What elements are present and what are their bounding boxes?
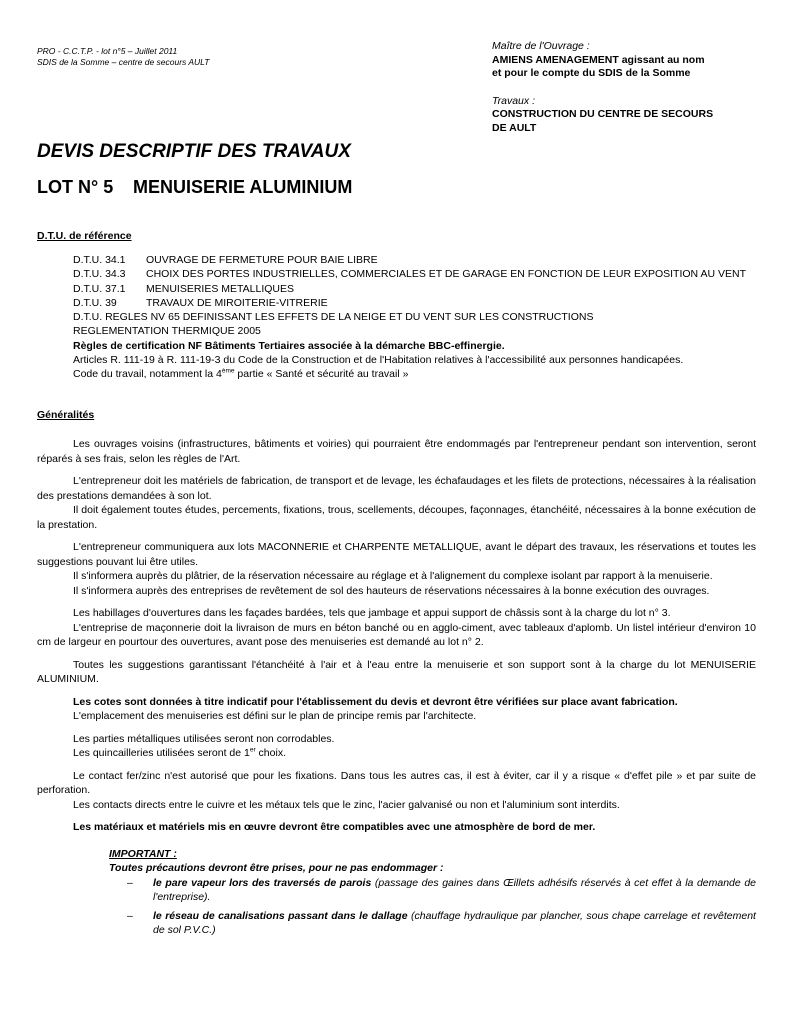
certification-line: Règles de certification NF Bâtiments Tertiaires associée à la démarche BBC-effinergie. <box>73 339 505 352</box>
works-label: Travaux : <box>492 94 535 107</box>
important-heading: IMPORTANT : <box>109 847 177 860</box>
dtu-text: CHOIX DES PORTES INDUSTRIELLES, COMMERCIALES ET DE GARAGE EN FONCTION DE LEUR EXPOSITION AU VENT <box>146 268 746 281</box>
bullet-dash: – <box>127 909 133 922</box>
generalites-heading: Généralités <box>37 409 95 421</box>
dtu-item <box>73 296 763 310</box>
dtu-text: TRAVAUX DE MIROITERIE-VITRERIE <box>146 296 328 309</box>
bullet-text: le réseau de canalisations passant dans le dallage (chauffage hydraulique par plancher, sous chape carrelage et revêtement de sol P.V.C.) <box>153 909 756 936</box>
dtu-code: D.T.U. 34.3 <box>73 268 126 281</box>
paragraph: Le contact fer/zinc n'est autorisé que pour les fixations. Dans tous les autres cas, il est à éviter, car il y a risque « d'effet pile » et par suite de perforation. <box>37 769 756 796</box>
paragraph: Les quincailleries utilisées seront de 1er choix. <box>73 746 286 759</box>
important-bullet <box>127 909 756 938</box>
owner-value: AMIENS AMENAGEMENT agissant au nom <box>492 53 705 66</box>
code-travail-line: Code du travail, notamment la 4ème partie « Santé et sécurité au travail » <box>73 367 409 381</box>
dtu-code: D.T.U. 39 <box>73 296 117 309</box>
paragraph: Les matériaux et matériels mis en œuvre devront être compatibles avec une atmosphère de bord de mer. <box>73 821 596 833</box>
header-owner-block <box>492 40 762 135</box>
paragraph: Les contacts directs entre le cuivre et les métaux tels que le zinc, l'acier galvanisé ou non et l'aluminium sont interdits. <box>73 798 620 811</box>
owner-value: et pour le compte du SDIS de la Somme <box>492 67 691 79</box>
dtu-list <box>73 253 763 382</box>
document-title: DEVIS DESCRIPTIF DES TRAVAUX <box>37 141 351 162</box>
works-value: CONSTRUCTION DU CENTRE DE SECOURS <box>492 108 714 120</box>
works-value: DE AULT <box>492 121 537 134</box>
header-reference-line: SDIS de la Somme – centre de secours AULT <box>37 57 210 67</box>
paragraph: L'entrepreneur doit les matériels de fabrication, de transport et de levage, les échafaudages et les filets de protections, nécessaires à la réalisation des prestations demandées à son lot. <box>37 475 756 502</box>
owner-label: Maître de l'Ouvrage : <box>492 40 590 52</box>
important-bullet <box>127 876 756 905</box>
lot-name: MENUISERIE ALUMINIUM <box>133 177 353 197</box>
paragraph: Les cotes sont données à titre indicatif pour l'établissement du devis et devront être vérifiées sur place avant fabrication. <box>73 695 678 708</box>
dtu-item <box>73 267 763 281</box>
paragraph: Les parties métalliques utilisées seront non corrodables. <box>73 732 335 745</box>
paragraph: Les habillages d'ouvertures dans les façades bardées, tels que jambage et appui support de châssis sont à la charge du lot n° 3. <box>73 607 671 619</box>
header-reference <box>37 46 209 68</box>
dtu-text: OUVRAGE DE FERMETURE POUR BAIE LIBRE <box>146 254 378 266</box>
paragraph: L'entrepreneur communiquera aux lots MACONNERIE et CHARPENTE METALLIQUE, avant le départ des travaux, les réservations et toutes les suggestions pouvant lui être utiles. <box>37 541 756 568</box>
header-reference-line: PRO - C.C.T.P. - lot n°5 – Juillet 2011 <box>37 46 178 56</box>
lot-number: LOT N° 5 <box>37 177 114 197</box>
dtu-item <box>73 282 763 296</box>
paragraph: L'entreprise de maçonnerie doit la livraison de murs en béton banché ou en agglo-ciment, avec tableaux d'aplomb. Un listel intérieur d'environ 10 cm de largeur en pourtour des ouvertures, avant pose des menuiseries est demandé au lot n° 2. <box>37 621 756 648</box>
rt2005: REGLEMENTATION THERMIQUE 2005 <box>73 325 261 338</box>
generalites-body <box>37 437 757 938</box>
bullet-text: le pare vapeur lors des traversés de parois (passage des gaines dans Œillets adhésifs réservés à cet effet à la demande de l'entreprise). <box>153 876 757 903</box>
articles-line: Articles R. 111-19 à R. 111-19-3 du Code de la Construction et de l'Habitation relatives à l'accessibilité aux personnes handicapées. <box>73 354 684 367</box>
paragraph: Il s'informera auprès des entreprises de revêtement de sol des hauteurs de réservations nécessaires à la bonne exécution des ouvrages. <box>73 584 710 597</box>
dtu-code: D.T.U. 37.1 <box>73 282 126 295</box>
paragraph: Les ouvrages voisins (infrastructures, bâtiments et voiries) qui pourraient être endommagés par l'entrepreneur pendant son intervention, seront réparés à ses frais, selon les règles de l'Art. <box>37 438 756 465</box>
important-intro: Toutes précautions devront être prises, pour ne pas endommager : <box>109 862 444 874</box>
bullet-dash: – <box>127 876 133 889</box>
regles-nv65: D.T.U. REGLES NV 65 DEFINISSANT LES EFFETS DE LA NEIGE ET DU VENT SUR LES CONSTRUCTIONS <box>73 311 594 324</box>
lot-title <box>37 177 352 198</box>
paragraph: Il s'informera auprès du plâtrier, de la réservation nécessaire au réglage et à l'alignement du complexe isolant par rapport à la menuiserie. <box>73 570 713 582</box>
dtu-code: D.T.U. 34.1 <box>73 254 126 266</box>
paragraph: Toutes les suggestions garantissant l'étanchéité à l'air et à l'eau entre la menuiserie et son support sont à la charge du lot MENUISERIE ALUMINIUM. <box>37 658 756 685</box>
paragraph: L'emplacement des menuiseries est défini sur le plan de principe remis par l'architecte. <box>73 710 477 722</box>
dtu-text: MENUISERIES METALLIQUES <box>146 282 295 295</box>
dtu-heading: D.T.U. de référence <box>37 230 132 242</box>
paragraph: Il doit également toutes études, percements, fixations, trous, scellements, découpes, façonnages, étanchéité, nécessaires à la bonne exécution de la prestation. <box>37 504 756 531</box>
dtu-item <box>73 253 763 267</box>
